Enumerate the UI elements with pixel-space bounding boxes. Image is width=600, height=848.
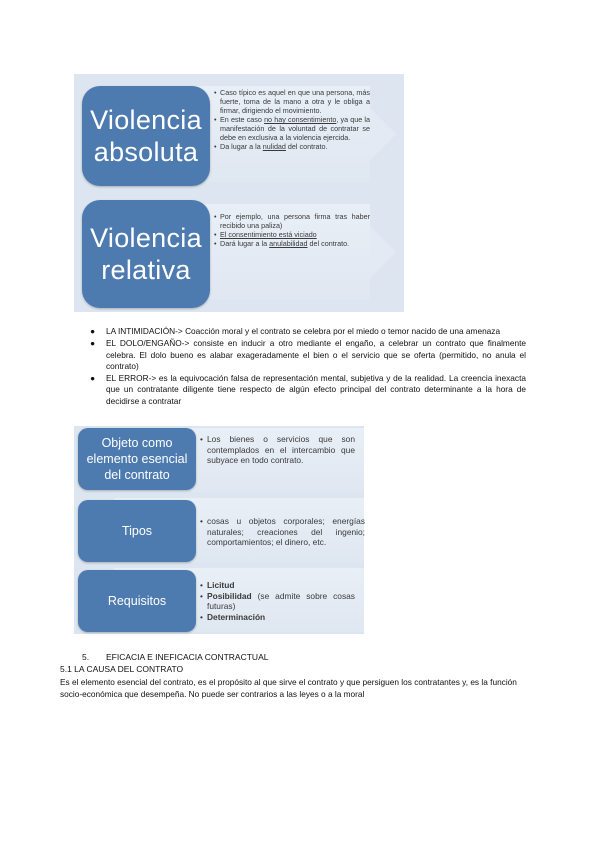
box-title: Violencia	[90, 223, 202, 253]
list-item-text: LA INTIMIDACIÓN-> Coacción moral y el contrato se celebra por el miedo o temor nacido de una amenaza	[106, 326, 501, 336]
requisitos-box	[78, 570, 196, 632]
bullet-item: • Dará lugar a la anulabilidad del contrato.	[220, 239, 370, 248]
bullet-item: • Licitud	[207, 580, 355, 591]
box-title: relativa	[101, 255, 191, 285]
list-item-dolo	[80, 338, 526, 372]
violencia-diagram	[74, 74, 404, 312]
arrow-head	[370, 108, 396, 160]
section-title: EFICACIA E INEFICACIA CONTRACTUAL	[106, 652, 269, 662]
bullet-item: • Por ejemplo, una persona firma tras haber recibido una paliza)	[220, 212, 370, 230]
box-title: elemento esencial	[86, 452, 188, 466]
subsection-heading: 5.1 LA CAUSA DEL CONTRATO	[60, 664, 184, 674]
violencia-relativa-box	[82, 200, 210, 308]
list-item-text: EL DOLO/ENGAÑO-> consiste en inducir a otro mediante el engaño, a celebrar un contrato que finalmente celebra. El dolo bueno es alabar exageradamente el bien o el servicio que se oferta (permitido, no anula el contrato)	[106, 338, 526, 371]
section-heading	[82, 652, 268, 662]
bullet-item: • En este caso no hay consentimiento, ya que la manifestación de la voluntad de contratar se debe en exclusiva a la violencia ejercida.	[220, 115, 370, 142]
box-title: Requisitos	[107, 594, 167, 608]
vicios-list	[80, 326, 526, 408]
violencia-relativa-bullets	[214, 212, 370, 248]
box-title: Objeto como	[101, 436, 173, 450]
bullet-item: • cosas u objetos corporales; energías naturales; creaciones del ingenio; comportamientos; el dinero, etc.	[207, 516, 365, 548]
bullet-dot: ●	[90, 338, 96, 349]
bullet-item: • Determinación	[207, 612, 355, 623]
arrow-head	[370, 226, 396, 278]
objeto-bullets	[200, 434, 355, 466]
bullet-dot: ●	[90, 326, 96, 336]
list-item-text: EL ERROR-> es la equivocación falsa de representación mental, subjetiva y de la realidad. La creencia inexacta que un contratante diligente tiene respecto de algún efecto principal del contrato determinante a la hora de decidirse a contratar	[106, 373, 526, 406]
box-title: absoluta	[93, 137, 199, 167]
bullet-item: • El consentimiento está viciado	[220, 230, 370, 239]
objeto-diagram	[74, 426, 364, 634]
list-item-error	[80, 373, 526, 407]
box-title: Tipos	[121, 524, 153, 538]
box-title: del contrato	[104, 468, 170, 482]
requisitos-bullets	[200, 580, 355, 622]
paragraph: Es el elemento esencial del contrato, es el propósito al que sirve el contrato y que persiguen los contratantes y, es la función socio-económica que desempeña. No puede ser contrarios a las leyes o a la moral	[60, 677, 517, 699]
section-number: 5.	[82, 652, 90, 662]
objeto-box	[78, 428, 196, 490]
box-title: Violencia	[90, 105, 202, 135]
violencia-absoluta-bullets	[214, 88, 370, 151]
list-item-intimidacion	[80, 326, 526, 337]
bullet-item: • Caso típico es aquel en que una persona, más fuerte, toma de la mano a otra y le obliga a firmar, dirigiendo el movimiento.	[220, 88, 370, 115]
bullet-dot: ●	[90, 373, 96, 384]
violencia-absoluta-box	[82, 86, 210, 186]
bullet-item: • Los bienes o servicios que son contemplados en el intercambio que subyace en todo contrato.	[207, 434, 355, 466]
tipos-box	[78, 500, 196, 562]
tipos-bullets	[200, 516, 365, 548]
bullet-item: • Posibilidad (se admite sobre cosas futuras)	[207, 591, 355, 612]
bullet-item: • Da lugar a la nulidad del contrato.	[220, 142, 370, 151]
